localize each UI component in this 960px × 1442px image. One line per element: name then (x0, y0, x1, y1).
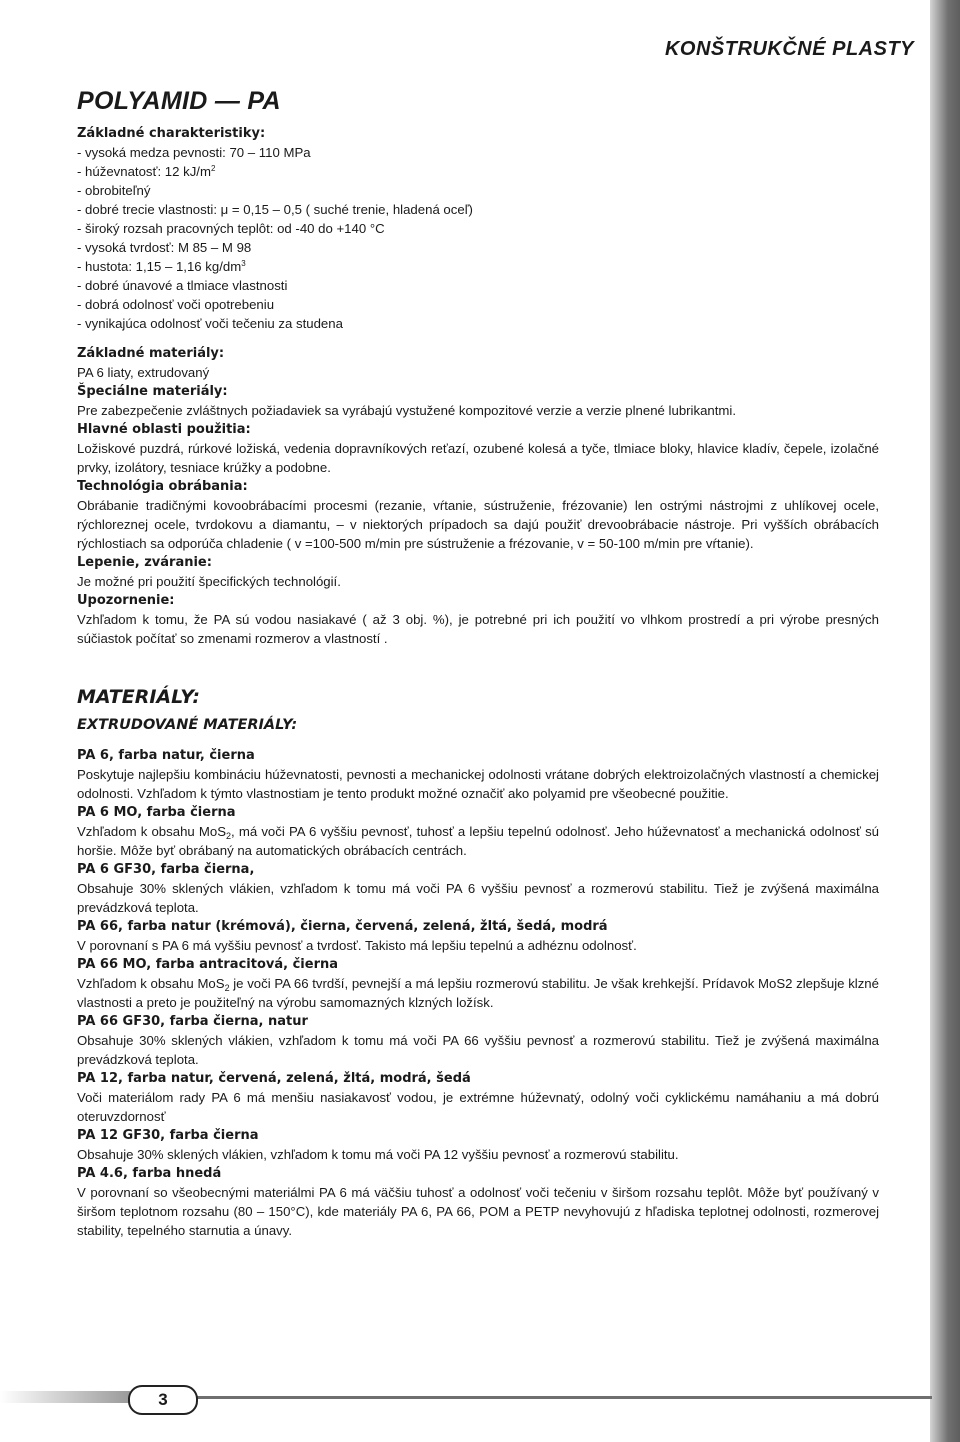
footer-rule (192, 1396, 932, 1399)
product-description: Vzhľadom k obsahu MoS$_2$ je voči PA 66 tvrdší, pevnejší a má lepšiu rozmerovú stabilitu. Je však krehkejší. Prídavok MoS2 zlepšuje klzné vlastnosti a preto je použiteľný na výrobu samomazných klzných ložísk. (77, 976, 879, 1010)
product-description: Voči materiálom rady PA 6 má menšiu nasiakavosť vodou, je extrémne húževnatý, odolný voči cyklickému namáhaniu a má dobrú oteruvzdornosť (77, 1090, 879, 1124)
product-name: PA 6 GF30, farba čierna, (77, 862, 255, 877)
materials-heading: MATERIÁLY: (77, 686, 200, 708)
product-name: PA 12, farba natur, červená, zelená, žltá, modrá, šedá (77, 1071, 471, 1086)
list-item: - hustota: 1,15 – 1,16 $kg/dm^3$ (77, 259, 246, 274)
right-edge-bar (930, 0, 960, 1442)
special-materials-heading: Špeciálne materiály: (77, 384, 228, 399)
characteristics-heading: Základné charakteristiky: (77, 126, 266, 141)
product-name: PA 6 MO, farba čierna (77, 805, 236, 820)
machining-text: Obrábanie tradičnými kovoobrábacími procesmi (rezanie, vŕtanie, sústruženie, frézovanie) len ostrými nástrojmi z uhlíkovej ocele, rýchloreznej ocele, tvrdokovu a diamantu, – v niektorých prípadoch sa dajú použiť drevoobrábacie nástroje. Pri vyšších obrábacích rýchlostiach sa odporúča chladenie ( v =100-500 m/min pre sústruženie a frézovanie, v = 50-100 m/min pre vŕtanie). (77, 498, 879, 551)
product-description: Obsahuje 30% sklených vlákien, vzhľadom k tomu má voči PA 12 vyššiu pevnosť a rozmerovú stabilitu. (77, 1147, 679, 1162)
basic-materials-text: PA 6 liaty, extrudovaný (77, 365, 210, 380)
gluing-heading: Lepenie, zváranie: (77, 555, 212, 570)
product-description: Obsahuje 30% sklených vlákien, vzhľadom k tomu má voči PA 66 vyššiu pevnosť a rozmerovú stabilitu. Tiež je zvýšená maximálna prevádzková teplota. (77, 1033, 879, 1067)
gluing-text: Je možné pri použití špecifických technológií. (77, 574, 341, 589)
product-description: V porovnaní so všeobecnými materiálmi PA 6 má väčšiu tuhosť a odolnosť voči tečeniu v širšom rozsahu teplôt. Môže byť používaný v širšom teplotnom rozsahu (80 – 150°C), kde materiály PA 6, PA 66, POM a PETP nevyhovujú z hľadiska teplotnej odolnosti, rozmerovej stability, tepelného starnutia a únavy. (77, 1185, 879, 1238)
page-number: 3 (128, 1385, 198, 1415)
list-item: - dobré trecie vlastnosti: μ = 0,15 – 0,5 ( suché trenie, hladená oceľ) (77, 202, 473, 217)
footer-gradient (0, 1391, 130, 1403)
extruded-materials-heading: EXTRUDOVANÉ MATERIÁLY: (77, 717, 298, 733)
product-name: PA 4.6, farba hnedá (77, 1166, 222, 1181)
product-name: PA 66, farba natur (krémová), čierna, červená, zelená, žltá, šedá, modrá (77, 919, 608, 934)
list-item: - dobré únavové a tlmiace vlastnosti (77, 278, 288, 293)
product-name: PA 66 GF30, farba čierna, natur (77, 1014, 308, 1029)
product-description: Poskytuje najlepšiu kombináciu húževnatosti, pevnosti a mechanickej odolnosti vrátane dobrých elektroizolačných vlastností a chemickej odolnosti. Vzhľadom k týmto vlastnostiam je tento produkt možné označiť ako polyamid pre všeobecné použitie. (77, 767, 879, 801)
product-name: PA 66 MO, farba antracitová, čierna (77, 957, 339, 972)
list-item: - húževnatosť: 12 $kJ/m^2$ (77, 164, 216, 179)
product-description: Vzhľadom k obsahu MoS$_2$, má voči PA 6 vyššiu pevnosť, tuhosť a lepšiu tepelnú odolnosť. Jeho húževnatosť a mechanická odolnosť sú horšie. Môže byť obrábaný na automatických obrábacích centrách. (77, 824, 879, 858)
basic-materials-heading: Základné materiály: (77, 346, 225, 361)
list-item: - vynikajúca odolnosť voči tečeniu za studena (77, 316, 343, 331)
category-header: KONŠTRUKČNÉ PLASTY (664, 38, 914, 60)
characteristics-list (77, 143, 879, 333)
product-description: V porovnaní s PA 6 má vyššiu pevnosť a tvrdosť. Takisto má lepšiu tepelnú a adhéznu odolnosť. (77, 938, 637, 953)
special-materials-text: Pre zabezpečenie zvláštnych požiadaviek sa vyrábajú vystužené kompozitové verzie a verzie plnené lubrikantmi. (77, 403, 736, 418)
list-item: - vysoká medza pevnosti: 70 – 110 MPa (77, 145, 311, 160)
list-item: - dobrá odolnosť voči opotrebeniu (77, 297, 275, 312)
machining-heading: Technológia obrábania: (77, 479, 248, 494)
list-item: - široký rozsah pracovných teplôt: od -40 do +140 °C (77, 221, 385, 236)
warning-heading: Upozornenie: (77, 593, 175, 608)
applications-text: Ložiskové puzdrá, rúrkové ložiská, vedenia dopravníkových reťazí, ozubené kolesá a tyče, tlmiace bloky, hlavice kladív, čepele, izolačné prvky, izolátory, tesniace krúžky a podobne. (77, 441, 879, 475)
document-body (77, 85, 879, 1240)
list-item: - obrobiteľný (77, 183, 151, 198)
page-title: POLYAMID — PA (77, 87, 281, 115)
product-name: PA 12 GF30, farba čierna (77, 1128, 259, 1143)
product-name: PA 6, farba natur, čierna (77, 748, 255, 763)
product-description: Obsahuje 30% sklených vlákien, vzhľadom k tomu má voči PA 6 vyššiu pevnosť a rozmerovú stabilitu. Tiež je zvýšená maximálna prevádzková teplota. (77, 881, 879, 915)
warning-text: Vzhľadom k tomu, že PA sú vodou nasiakavé ( až 3 obj. %), je potrebné pri ich použití vo vlhkom prostredí a pri výrobe presných súčiastok počítať so zmenami rozmerov a vlastností . (77, 612, 879, 646)
list-item: - vysoká tvrdosť: M 85 – M 98 (77, 240, 252, 255)
applications-heading: Hlavné oblasti použitia: (77, 422, 251, 437)
